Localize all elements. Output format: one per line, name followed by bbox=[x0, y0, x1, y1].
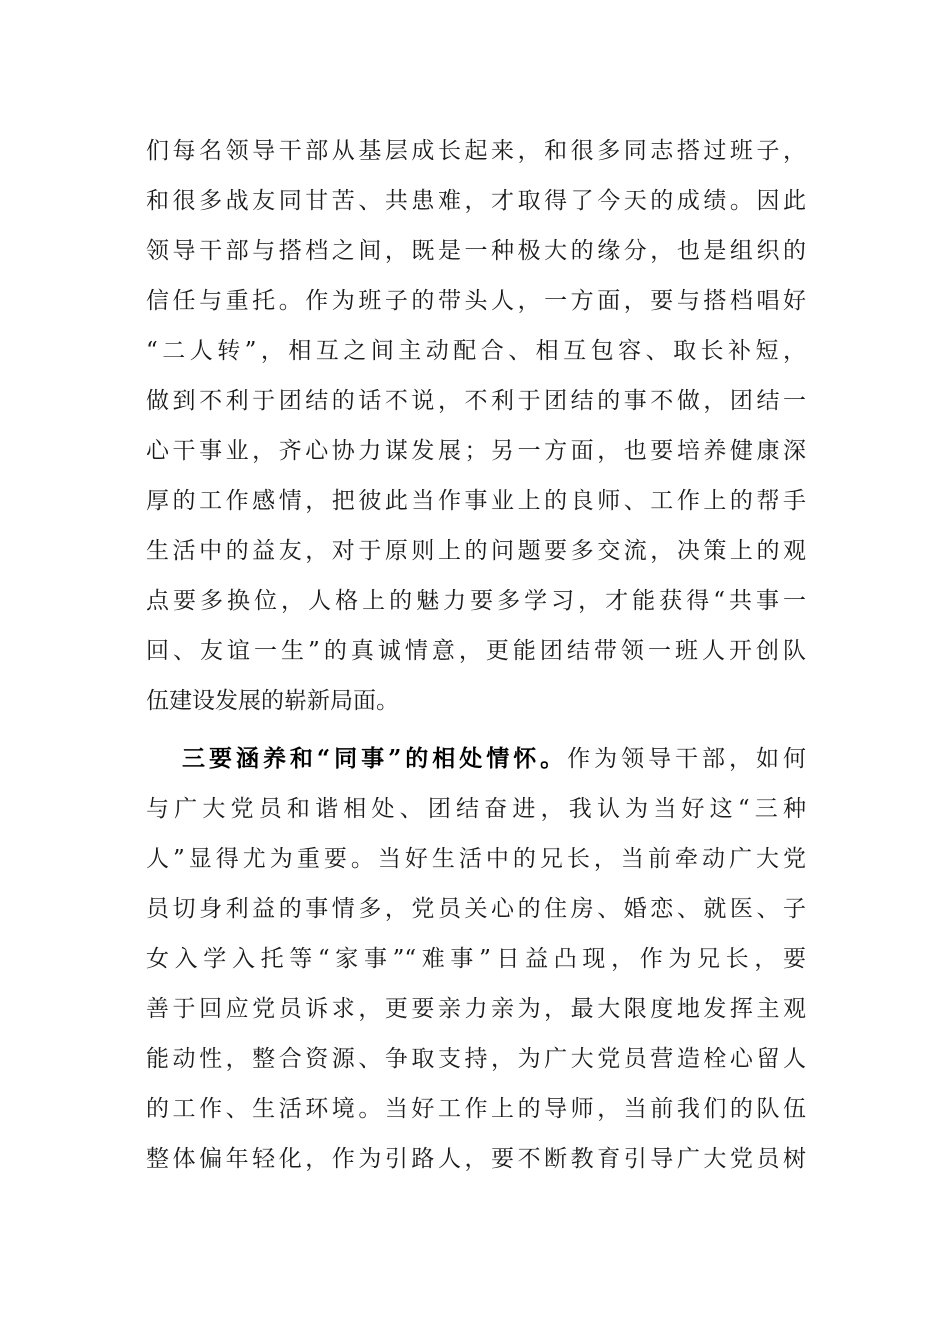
paragraph-1-line: 生活中的益友，对于原则上的问题要多交流，决策上的观 bbox=[146, 538, 806, 564]
paragraph-1-line: 们每名领导干部从基层成长起来，和很多同志搭过班子， bbox=[146, 138, 806, 164]
paragraph-1-line: 点要多换位，人格上的魅力要多学习，才能获得“共事一 bbox=[146, 588, 806, 614]
paragraph-1-line: 伍建设发展的崭新局面。 bbox=[146, 688, 399, 714]
paragraph-2-line: 整体偏年轻化，作为引路人，要不断教育引导广大党员树 bbox=[146, 1146, 806, 1172]
paragraph-1-line: 回、友谊一生”的真诚情意，更能团结带领一班人开创队 bbox=[146, 638, 806, 664]
paragraph-1-line: 厚的工作感情，把彼此当作事业上的良师、工作上的帮手 bbox=[146, 488, 806, 514]
paragraph-1-line: 和很多战友同甘苦、共患难，才取得了今天的成绩。因此 bbox=[146, 188, 806, 214]
section-heading: 三要涵养和“同事”的相处情怀。 bbox=[182, 745, 568, 772]
paragraph-2-line: 的工作、生活环境。当好工作上的导师，当前我们的队伍 bbox=[146, 1096, 806, 1122]
paragraph-2-line: 能动性，整合资源、争取支持，为广大党员营造栓心留人 bbox=[146, 1046, 806, 1072]
paragraph-1-line: 做到不利于团结的话不说，不利于团结的事不做，团结一 bbox=[146, 388, 806, 414]
paragraph-2-line: 与广大党员和谐相处、团结奋进，我认为当好这“三种 bbox=[146, 796, 806, 822]
paragraph-2-line: 员切身利益的事情多，党员关心的住房、婚恋、就医、子 bbox=[146, 896, 806, 922]
paragraph-2-first-line bbox=[146, 739, 806, 779]
paragraph-2-line: 善于回应党员诉求，更要亲力亲为，最大限度地发挥主观 bbox=[146, 996, 806, 1022]
paragraph-2-lead-text: 作为领导干部，如何 bbox=[567, 746, 806, 772]
paragraph-1-line: 心干事业，齐心协力谋发展；另一方面，也要培养健康深 bbox=[146, 438, 806, 464]
paragraph-2-line: 人”显得尤为重要。当好生活中的兄长，当前牵动广大党 bbox=[146, 846, 806, 872]
paragraph-1-line: 领导干部与搭档之间，既是一种极大的缘分，也是组织的 bbox=[146, 238, 806, 264]
paragraph-2-line: 女入学入托等“家事”“难事”日益凸现，作为兄长，要 bbox=[146, 946, 806, 972]
paragraph-1-line: 信任与重托。作为班子的带头人，一方面，要与搭档唱好 bbox=[146, 288, 806, 314]
paragraph-1-line: “二人转”，相互之间主动配合、相互包容、取长补短， bbox=[146, 338, 806, 364]
